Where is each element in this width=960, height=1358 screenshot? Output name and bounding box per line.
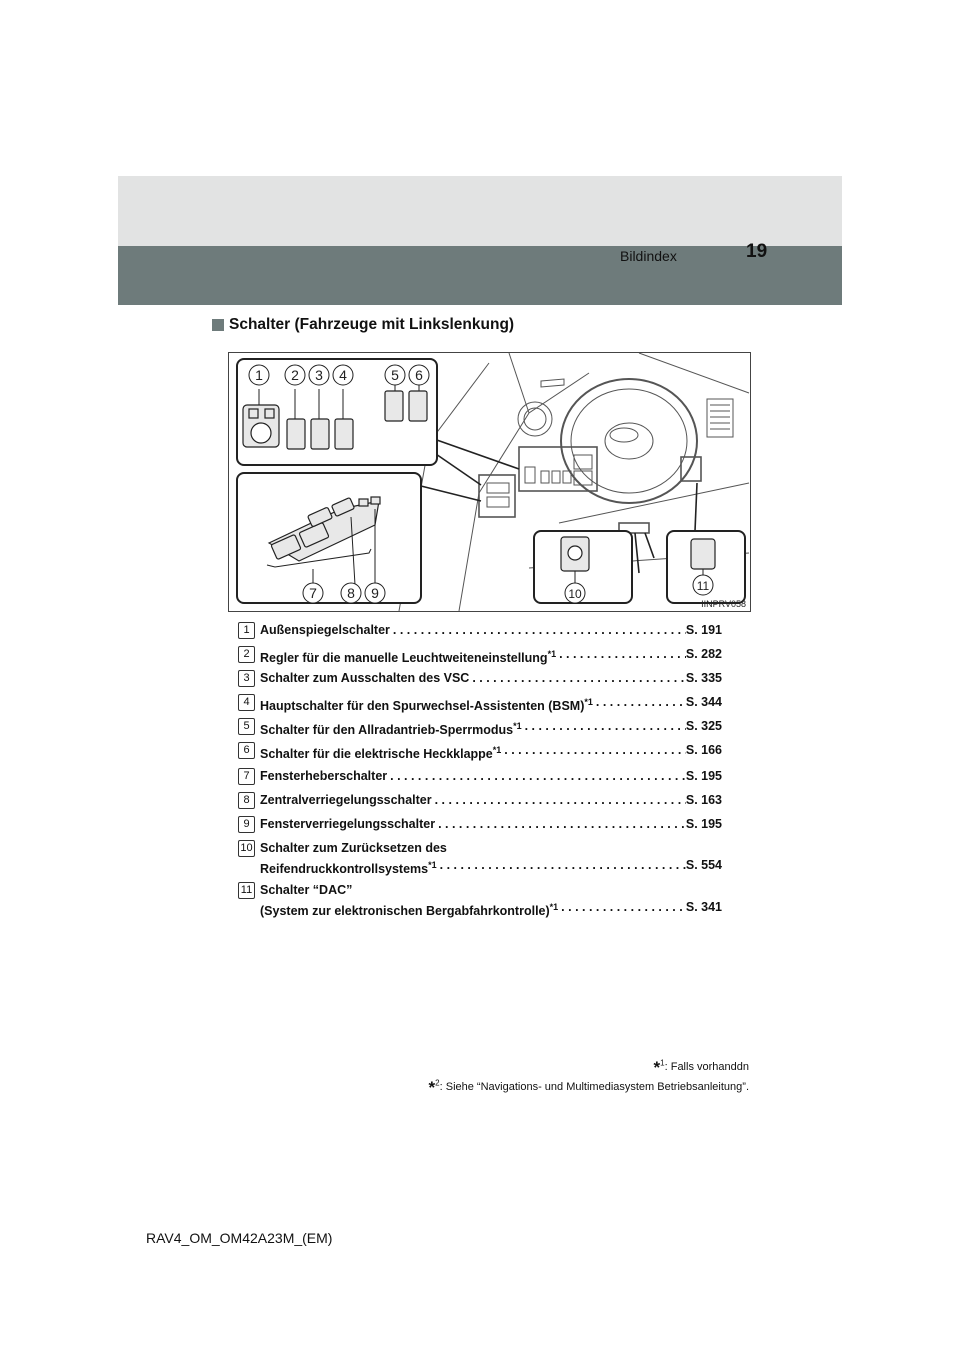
callout-1: 1 <box>255 367 263 383</box>
footnote-2: *$^2$: Siehe “Navigations- und Multimediasystem Betriebsanleitung”. <box>428 1078 749 1097</box>
section-marker-icon <box>212 319 224 331</box>
header-bar <box>118 246 842 305</box>
footnote-1: *$^1$: Falls vorhanddn <box>653 1058 749 1077</box>
switches-illustration <box>228 352 751 612</box>
callout-8: 8 <box>347 585 355 601</box>
callout-11: 11 <box>696 579 710 593</box>
dashboard-drawing <box>229 353 750 611</box>
callout-5: 5 <box>391 367 399 383</box>
callout-4: 4 <box>339 367 347 383</box>
callout-7: 7 <box>309 585 317 601</box>
document-code: RAV4_OM_OM42A23M_(EM) <box>146 1230 333 1246</box>
callout-9: 9 <box>371 585 379 601</box>
figure-code: IINPRV058 <box>701 599 746 609</box>
callout-10: 10 <box>568 587 582 601</box>
section-title: Schalter (Fahrzeuge mit Linkslenkung) <box>229 316 515 333</box>
page-number: 19 <box>746 241 768 262</box>
callout-6: 6 <box>415 367 423 383</box>
callout-3: 3 <box>315 367 323 383</box>
callout-2: 2 <box>291 367 299 383</box>
section-name: Bildindex <box>620 248 677 264</box>
header-band <box>118 176 842 246</box>
